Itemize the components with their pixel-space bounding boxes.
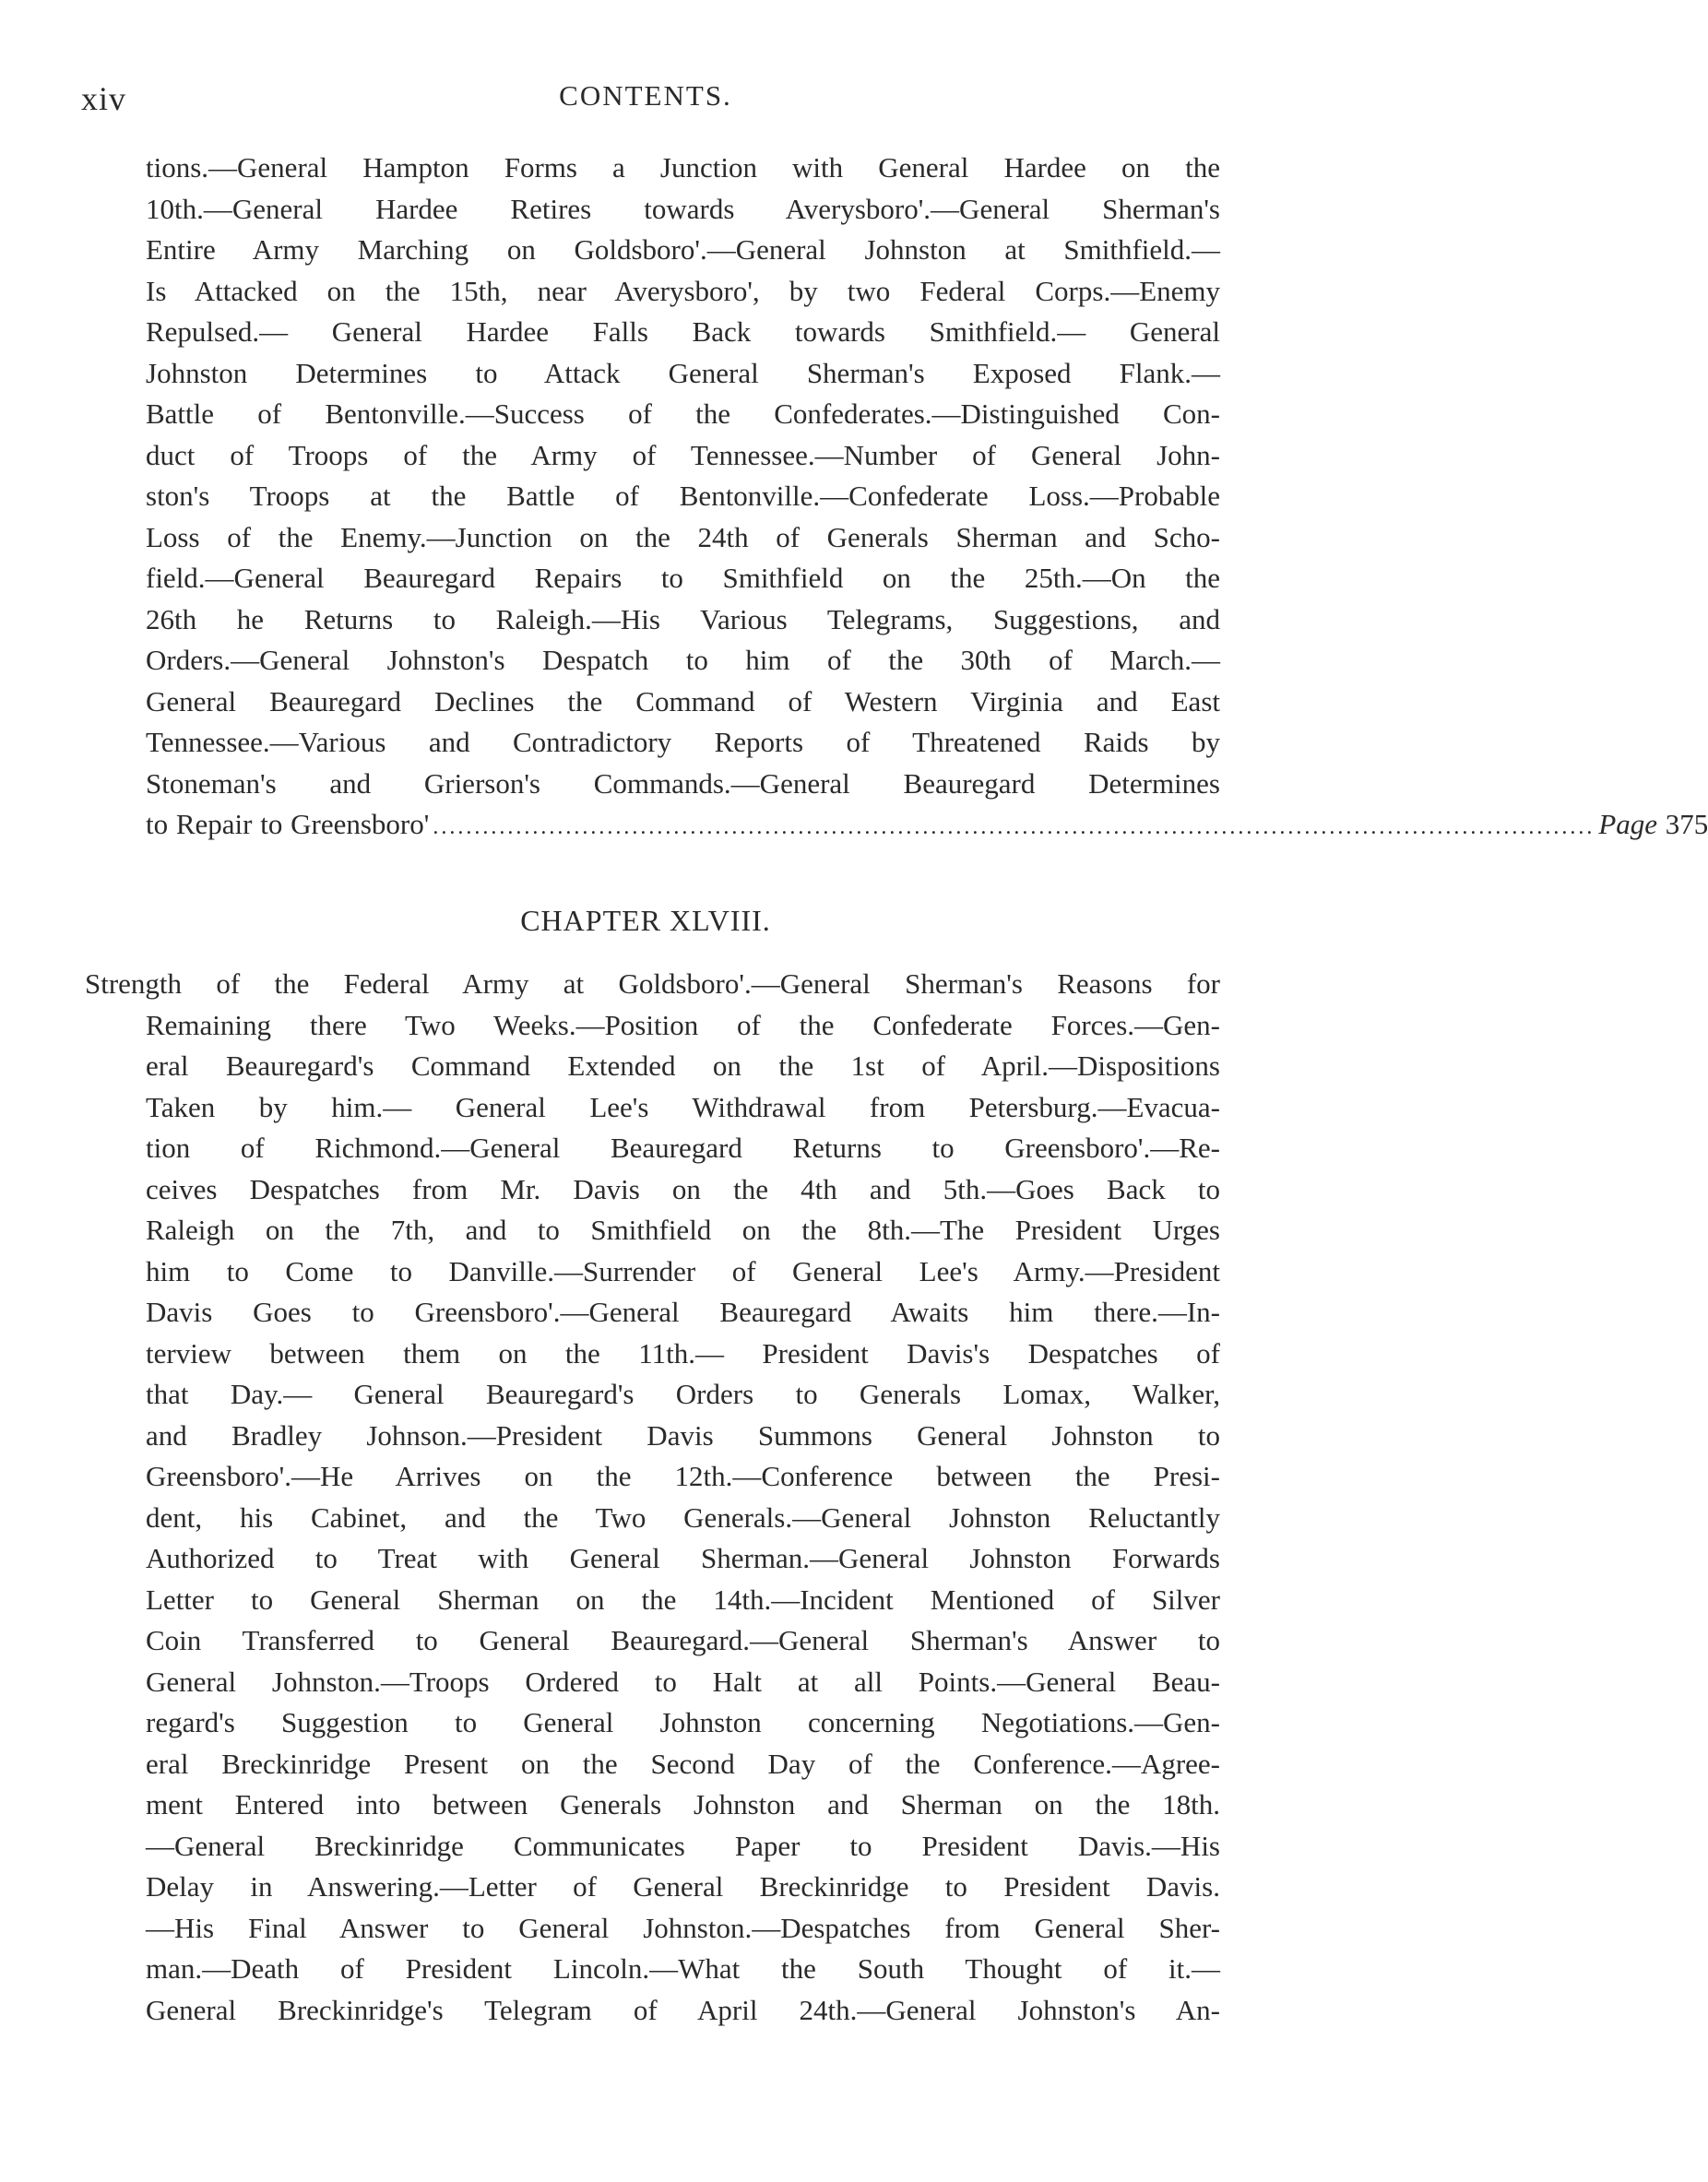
chapter-line: Remaining there Two Weeks.—Position of the Confederate Forces.—Gen-: [146, 1008, 1220, 1041]
summary-line: Entire Army Marching on Goldsboro'.—General Johnston at Smithfield.—: [146, 233, 1220, 266]
page-label: Page: [1598, 808, 1658, 840]
chapter-line: Letter to General Sherman on the 14th.—Incident Mentioned of Silver: [146, 1583, 1220, 1616]
chapter-line: Authorized to Treat with General Sherman.—General Johnston Forwards: [146, 1542, 1220, 1574]
chapter-line: Strength of the Federal Army at Goldsboro'.—General Sherman's Reasons for: [85, 967, 1220, 1000]
page-number: xiv: [81, 80, 127, 117]
chapter-line: Greensboro'.—He Arrives on the 12th.—Conference between the Presi-: [146, 1460, 1220, 1492]
chapter-line: Coin Transferred to General Beauregard.—General Sherman's Answer to: [146, 1624, 1220, 1656]
summary-line: tions.—General Hampton Forms a Junction with General Hardee on the: [146, 151, 1220, 184]
chapter-summary: [85, 964, 1220, 2031]
chapter-line: —General Breckinridge Communicates Paper to President Davis.—His: [146, 1829, 1220, 1862]
chapter-line: Delay in Answering.—Letter of General Breckinridge to President Davis.: [146, 1870, 1220, 1903]
summary-line: General Beauregard Declines the Command of Western Virginia and East: [146, 684, 1220, 717]
summary-line: Stoneman's and Grierson's Commands.—General Beauregard Determines: [146, 766, 1220, 800]
summary-line: Loss of the Enemy.—Junction on the 24th of Generals Sherman and Scho-: [146, 520, 1220, 553]
summary-line: Repulsed.— General Hardee Falls Back towards Smithfield.— General: [146, 315, 1220, 348]
chapter-line: Davis Goes to Greensboro'.—General Beauregard Awaits him there.—In-: [146, 1296, 1220, 1328]
chapter-line: ment Entered into between Generals Johnston and Sherman on the 18th.: [146, 1788, 1220, 1820]
summary-line: Johnston Determines to Attack General Sherman's Exposed Flank.—: [146, 356, 1220, 389]
chapter-line: General Breckinridge's Telegram of April 24th.—General Johnston's An-: [146, 1993, 1220, 2026]
chapter-line: Taken by him.— General Lee's Withdrawal from Petersburg.—Evacua-: [146, 1090, 1220, 1123]
toc-entry-final-line: [146, 804, 1708, 848]
chapter-line: dent, his Cabinet, and the Two Generals.—General Johnston Reluctantly: [146, 1500, 1220, 1534]
summary-line: 26th he Returns to Raleigh.—His Various Telegrams, Suggestions, and: [146, 602, 1220, 635]
previous-chapter-summary: [146, 148, 1708, 848]
chapter-line: and Bradley Johnson.—President Davis Summons General Johnston to: [146, 1418, 1220, 1452]
page-reference: [1598, 804, 1708, 846]
chapter-line: man.—Death of President Lincoln.—What the South Thought of it.—: [146, 1952, 1220, 1985]
chapter-line: regard's Suggestion to General Johnston concerning Negotiations.—Gen-: [146, 1706, 1220, 1738]
chapter-line: eral Beauregard's Command Extended on the 1st of April.—Dispositions: [146, 1049, 1220, 1082]
summary-line: ston's Troops at the Battle of Bentonville.—Confederate Loss.—Probable: [146, 480, 1220, 512]
chapter-line: —His Final Answer to General Johnston.—Despatches from General Sher-: [146, 1911, 1220, 1944]
chapter-line: that Day.— General Beauregard's Orders to Generals Lomax, Walker,: [146, 1378, 1220, 1410]
summary-line: Is Attacked on the 15th, near Averysboro', by two Federal Corps.—Enemy: [146, 274, 1220, 307]
dot-leader: ............................................................................................................................................: [433, 815, 1595, 839]
chapter-line: ceives Despatches from Mr. Davis on the 4th and 5th.—Goes Back to: [146, 1172, 1220, 1205]
summary-line: Tennessee.—Various and Contradictory Reports of Threatened Raids by: [146, 726, 1220, 758]
summary-final-text: to Repair to Greensboro': [146, 808, 430, 840]
summary-line: Orders.—General Johnston's Despatch to him of the 30th of March.—: [146, 644, 1220, 676]
summary-line: duct of Troops of the Army of Tennessee.—Number of General John-: [146, 438, 1220, 471]
running-title: CONTENTS.: [559, 79, 732, 112]
summary-line: 10th.—General Hardee Retires towards Averysboro'.—General Sherman's: [146, 192, 1220, 225]
chapter-line: Raleigh on the 7th, and to Smithfield on the 8th.—The President Urges: [146, 1214, 1220, 1246]
chapter-line: eral Breckinridge Present on the Second Day of the Conference.—Agree-: [146, 1747, 1220, 1780]
chapter-line: tion of Richmond.—General Beauregard Returns to Greensboro'.—Re-: [146, 1132, 1220, 1164]
chapter-line: General Johnston.—Troops Ordered to Halt at all Points.—General Beau-: [146, 1665, 1220, 1698]
chapter-heading: CHAPTER XLVIII.: [520, 904, 771, 937]
summary-line: Battle of Bentonville.—Success of the Confederates.—Distinguished Con-: [146, 397, 1220, 430]
chapter-line: him to Come to Danville.—Surrender of General Lee's Army.—President: [146, 1254, 1220, 1287]
summary-line: field.—General Beauregard Repairs to Smithfield on the 25th.—On the: [146, 562, 1220, 594]
page-value: 375: [1665, 808, 1708, 840]
chapter-line: terview between them on the 11th.— President Davis's Despatches of: [146, 1336, 1220, 1370]
